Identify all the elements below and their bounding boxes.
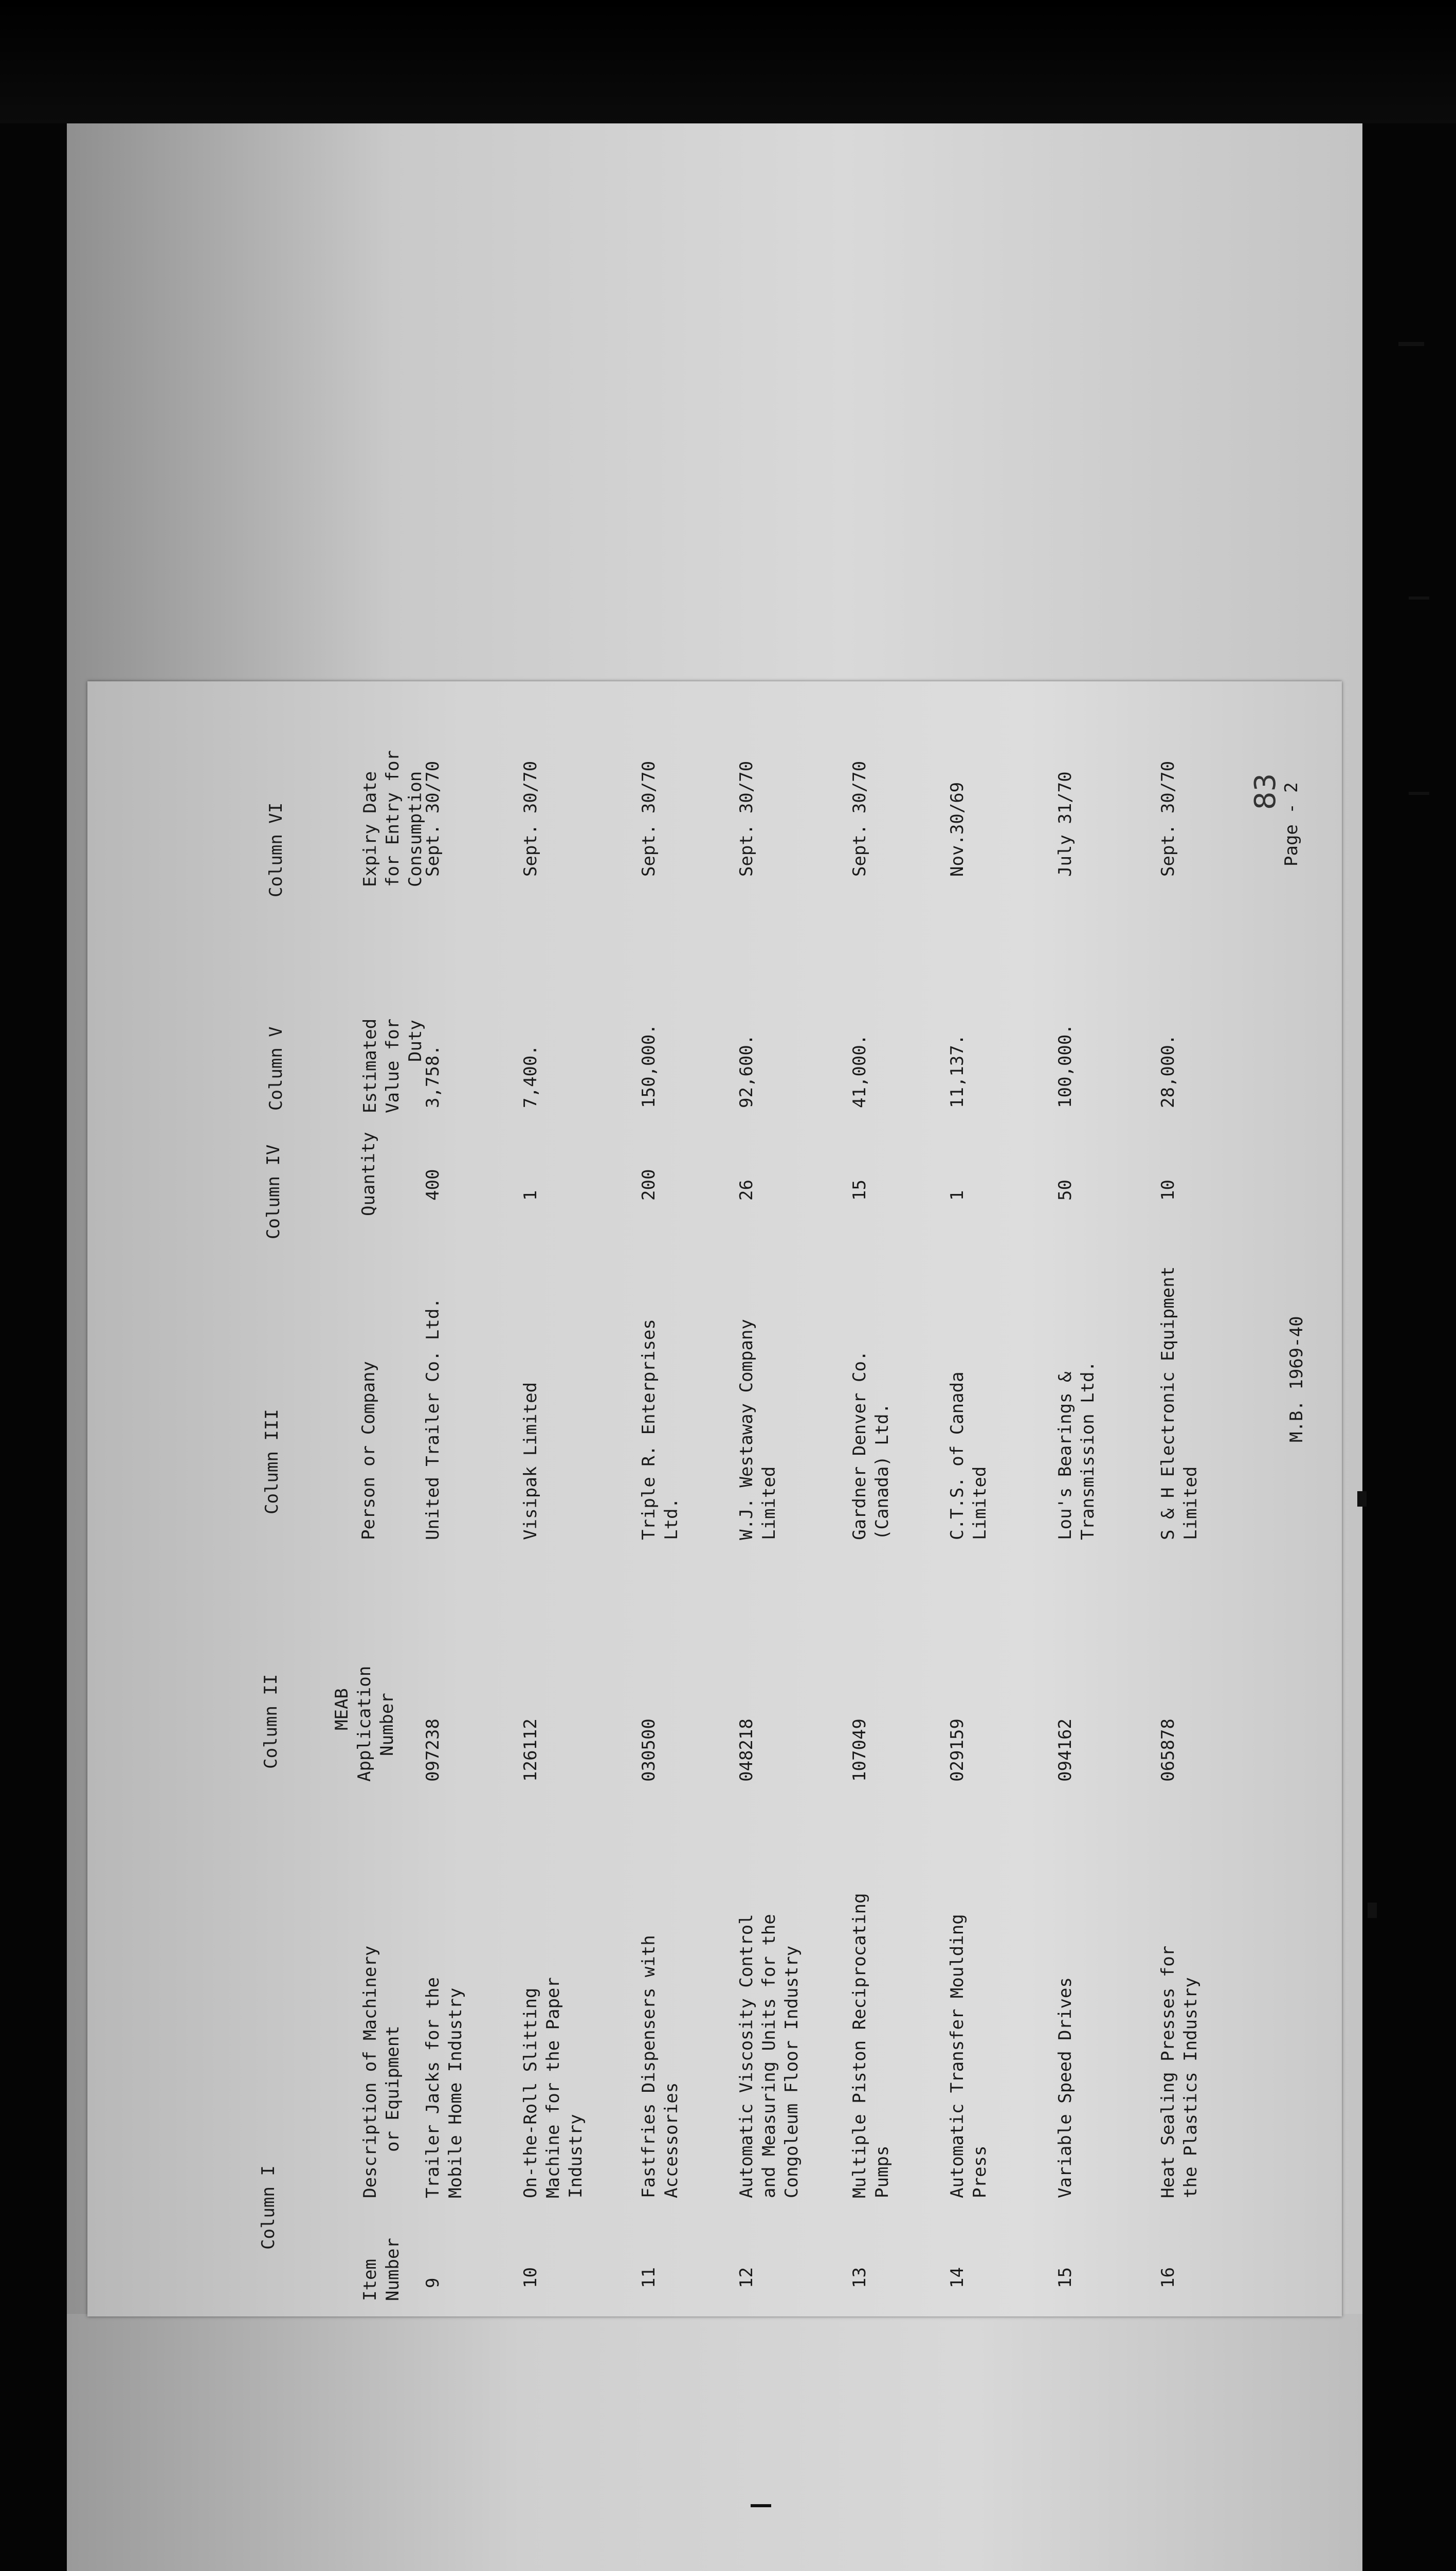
description-cell: [735, 1914, 803, 2198]
quantity-heading: Quantity: [358, 1132, 379, 1216]
description-cell-line: Press: [970, 2145, 990, 2198]
quantity-cell: 1: [520, 1190, 541, 1201]
company-cell-line: W.J. Westaway Company: [736, 1319, 757, 1540]
value-cell: 41,000.: [849, 1034, 870, 1108]
description-cell: [1157, 1946, 1202, 2198]
company-cell-line: C.T.S. of Canada: [947, 1371, 968, 1540]
page-label: Page - 2: [1281, 782, 1302, 866]
quantity-cell: 10: [1158, 1180, 1178, 1201]
application-number-cell: 030500: [639, 1718, 659, 1782]
description-cell: [638, 1935, 683, 2198]
page-number: 83: [1249, 773, 1282, 810]
description-cell-line: Mobile Home Industry: [445, 1987, 466, 2198]
quantity-cell: 200: [639, 1169, 659, 1201]
film-edge-mark: [1357, 1491, 1367, 1507]
description-cell-line: Accessories: [661, 2082, 682, 2198]
column-4-heading: Column IV: [263, 1144, 284, 1239]
column-1-heading: Column I: [258, 2165, 279, 2250]
application-number-cell: 094162: [1055, 1718, 1076, 1782]
company-cell-line: Gardner Denver Co.: [849, 1350, 870, 1540]
company-cell: [848, 1351, 894, 1540]
rotated-table: [87, 681, 1342, 2316]
company-cell-line: Lou's Bearings &: [1055, 1371, 1076, 1540]
company-cell-line: Ltd.: [661, 1498, 682, 1540]
expiry-date-cell: Sept. 30/70: [849, 761, 870, 877]
item-number-cell: 13: [849, 2267, 870, 2288]
expiry-date-cell: Sept. 30/70: [1158, 761, 1178, 877]
application-number-cell: 065878: [1158, 1718, 1178, 1782]
application-number-cell: 029159: [947, 1718, 968, 1782]
value-heading: Estimated Value for Duty: [360, 1018, 426, 1113]
company-cell: [735, 1319, 780, 1540]
company-cell-line: United Trailer Co. Ltd.: [423, 1298, 443, 1540]
film-edge-mark: [1409, 596, 1429, 600]
value-cell: 92,600.: [736, 1034, 757, 1108]
value-cell: 28,000.: [1158, 1034, 1178, 1108]
film-edge-mark: [751, 2504, 771, 2507]
value-cell: 7,400.: [520, 1045, 541, 1108]
document-page: [87, 681, 1342, 2316]
quantity-cell: 26: [736, 1180, 757, 1201]
value-cell: 150,000.: [639, 1024, 659, 1108]
description-cell-line: Variable Speed Drives: [1055, 1977, 1076, 2198]
item-number-cell: 9: [423, 2277, 443, 2288]
description-cell-line: On-the-Roll Slitting: [520, 1987, 541, 2198]
item-number-cell: 14: [947, 2267, 968, 2288]
company-cell: [1054, 1361, 1099, 1540]
company-cell-line: Transmission Ltd.: [1078, 1361, 1098, 1540]
item-number-cell: 10: [520, 2267, 541, 2288]
item-number-cell: 16: [1158, 2267, 1178, 2288]
quantity-cell: 400: [423, 1169, 443, 1201]
application-number-cell: 048218: [736, 1718, 757, 1782]
quantity-cell: 50: [1055, 1180, 1076, 1201]
description-cell: [946, 1914, 991, 2198]
expiry-date-cell: July 31/70: [1055, 771, 1076, 877]
description-cell-line: Congoleum Floor Industry: [781, 1945, 802, 2198]
company-cell: [638, 1319, 683, 1540]
description-cell-line: Machine for the Paper: [543, 1977, 563, 2198]
column-2-heading: Column II: [261, 1674, 281, 1769]
application-number-cell: 097238: [423, 1718, 443, 1782]
description-cell: [848, 1893, 894, 2198]
item-number-cell: 15: [1055, 2267, 1076, 2288]
company-cell-line: Limited: [759, 1466, 779, 1540]
column-3-heading: Column III: [262, 1409, 282, 1514]
value-cell: 3,758.: [423, 1045, 443, 1108]
description-cell: [1054, 1977, 1077, 2198]
underlying-sheet-lower: [67, 2314, 1362, 2571]
company-cell-line: (Canada) Ltd.: [872, 1403, 893, 1540]
company-cell: [1157, 1266, 1202, 1540]
description-cell: [422, 1977, 467, 2198]
person-heading: Person or Company: [358, 1361, 379, 1540]
description-cell-line: Industry: [566, 2114, 586, 2198]
film-edge-mark: [1398, 342, 1424, 346]
company-cell: [946, 1371, 991, 1540]
company-cell: [422, 1298, 444, 1540]
expiry-date-cell: Nov.30/69: [947, 782, 968, 877]
company-cell-line: Limited: [1180, 1466, 1201, 1540]
description-heading: Description of Machinery or Equipment: [360, 1945, 403, 2198]
value-cell: 100,000.: [1055, 1024, 1076, 1108]
quantity-cell: 1: [947, 1190, 968, 1201]
application-number-cell: 126112: [520, 1718, 541, 1782]
description-cell-line: and Measuring Units for the: [759, 1914, 779, 2198]
column-6-heading: Column VI: [266, 802, 286, 897]
quantity-cell: 15: [849, 1180, 870, 1201]
film-border-top: [0, 0, 1456, 123]
description-cell-line: Automatic Transfer Moulding: [947, 1914, 968, 2198]
company-cell: [519, 1382, 542, 1540]
film-edge-mark: [1368, 1903, 1377, 1918]
item-number-heading: Item Number: [360, 2238, 403, 2301]
column-5-heading: Column V: [266, 1026, 286, 1111]
expiry-date-cell: Sept. 30/70: [520, 761, 541, 877]
description-cell: [519, 1977, 587, 2198]
description-cell-line: Fastfries Dispensers with: [639, 1935, 659, 2198]
expiry-date-cell: Sept. 30/70: [639, 761, 659, 877]
description-cell-line: Automatic Viscosity Control: [736, 1914, 757, 2198]
expiry-heading: Expiry Date for Entry for Consumption: [360, 750, 426, 887]
item-number-cell: 12: [736, 2267, 757, 2288]
company-cell-line: S & H Electronic Equipment: [1158, 1266, 1178, 1540]
company-cell-line: Visipak Limited: [520, 1382, 541, 1540]
expiry-date-cell: Sept. 30/70: [423, 761, 443, 877]
description-cell-line: Trailer Jacks for the: [423, 1977, 443, 2198]
description-cell-line: Pumps: [872, 2145, 893, 2198]
description-cell-line: Multiple Piston Reciprocating: [849, 1893, 870, 2198]
company-cell-line: Limited: [970, 1466, 990, 1540]
value-cell: 11,137.: [947, 1034, 968, 1108]
application-number-cell: 107049: [849, 1718, 870, 1782]
application-heading: MEAB Application Number: [332, 1665, 397, 1782]
description-cell-line: Heat Sealing Presses for: [1158, 1945, 1178, 2198]
item-number-cell: 11: [639, 2267, 659, 2288]
company-cell-line: Triple R. Enterprises: [639, 1319, 659, 1540]
footer-reference: M.B. 1969-40: [1286, 1316, 1307, 1442]
film-edge-mark: [1409, 792, 1429, 795]
expiry-date-cell: Sept. 30/70: [736, 761, 757, 877]
description-cell-line: the Plastics Industry: [1180, 1977, 1201, 2198]
